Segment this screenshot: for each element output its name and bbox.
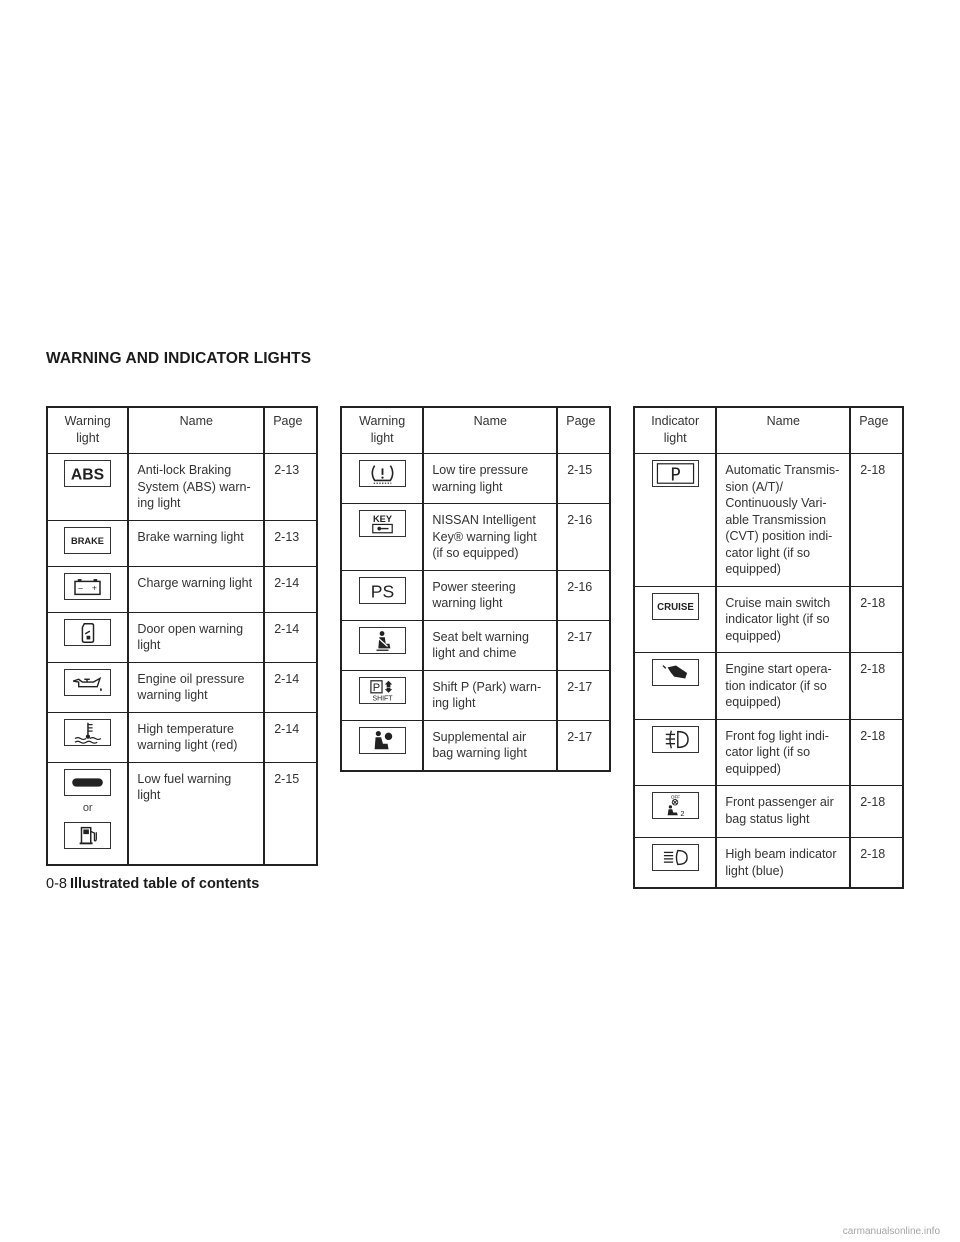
row-page: 2-18: [850, 653, 903, 720]
row-page: 2-14: [264, 662, 317, 712]
svg-text:KEY: KEY: [372, 514, 392, 525]
table-row: [341, 570, 610, 620]
table-row: [341, 620, 610, 670]
header-icon: Warning light: [341, 407, 423, 454]
table-row: [634, 838, 903, 889]
table-row: [341, 454, 610, 504]
row-name: High temperature warning light (red): [128, 712, 264, 762]
oil-can-icon: [64, 669, 111, 696]
svg-text:OFF: OFF: [670, 794, 680, 800]
row-page: 2-17: [557, 670, 610, 720]
row-name: Shift P (Park) warn-ing light: [423, 670, 557, 720]
header-icon: Warning light: [47, 407, 128, 454]
shift-park-icon: [359, 677, 406, 704]
table-row: [341, 670, 610, 720]
table-row: [634, 586, 903, 653]
row-name: Engine oil pressure warning light: [128, 662, 264, 712]
row-page: 2-17: [557, 620, 610, 670]
table-header-row: [47, 407, 317, 454]
warning-lights-table-1: [46, 406, 318, 866]
row-page: 2-14: [264, 566, 317, 612]
row-name: Front fog light indi-cator light (if so equipped): [716, 719, 850, 786]
row-name: NISSAN Intelligent Key® warning light (if so equipped): [423, 504, 557, 571]
row-name: High beam indicator light (blue): [716, 838, 850, 889]
table-row: [47, 612, 317, 662]
section-title: WARNING AND INDICATOR LIGHTS: [46, 350, 312, 367]
header-name: Name: [716, 407, 850, 454]
table-row: [634, 653, 903, 720]
table-row: [341, 720, 610, 771]
svg-text:P: P: [372, 681, 380, 694]
abs-icon: [64, 460, 111, 487]
table-row: [47, 762, 317, 865]
row-page: 2-18: [850, 838, 903, 889]
svg-text:2: 2: [680, 809, 685, 818]
header-page: Page: [850, 407, 903, 454]
table-row: [47, 520, 317, 566]
door-open-icon: [64, 619, 111, 646]
warning-lights-table-2: [340, 406, 611, 772]
brake-icon: [64, 527, 111, 554]
cruise-icon: [652, 593, 699, 620]
airbag-icon: [359, 727, 406, 754]
fuel-gauge-icon: [64, 822, 111, 849]
svg-text:ABS: ABS: [71, 466, 105, 484]
table-row: [634, 454, 903, 587]
table-row: [634, 786, 903, 838]
row-name: Low fuel warning light: [128, 762, 264, 865]
svg-text:CRUISE: CRUISE: [656, 601, 694, 613]
front-fog-icon: [652, 726, 699, 753]
row-page: 2-13: [264, 520, 317, 566]
row-name: Power steering warning light: [423, 570, 557, 620]
key-icon: [359, 510, 406, 537]
row-page: 2-15: [264, 762, 317, 865]
row-page: 2-18: [850, 454, 903, 587]
park-position-icon: [652, 460, 699, 487]
row-page: 2-16: [557, 570, 610, 620]
table-row: [47, 566, 317, 612]
table-row: [47, 662, 317, 712]
header-page: Page: [264, 407, 317, 454]
row-page: 2-14: [264, 612, 317, 662]
watermark: carmanualsonline.info: [842, 1226, 940, 1237]
svg-text:BRAKE: BRAKE: [71, 535, 105, 546]
row-page: 2-17: [557, 720, 610, 771]
row-page: 2-18: [850, 786, 903, 838]
row-page: 2-18: [850, 719, 903, 786]
row-name: Anti-lock Braking System (ABS) warn-ing light: [128, 454, 264, 521]
header-name: Name: [423, 407, 557, 454]
table-header-row: [341, 407, 610, 454]
row-name: Engine start opera-tion indicator (if so equipped): [716, 653, 850, 720]
row-name: Front passenger air bag status light: [716, 786, 850, 838]
row-page: 2-15: [557, 454, 610, 504]
row-name: Cruise main switch indicator light (if so equipped): [716, 586, 850, 653]
row-name: Brake warning light: [128, 520, 264, 566]
svg-text:SHIFT: SHIFT: [372, 695, 393, 703]
high-beam-icon: [652, 844, 699, 871]
header-name: Name: [128, 407, 264, 454]
indicator-lights-table: [633, 406, 904, 889]
row-page: 2-13: [264, 454, 317, 521]
row-page: 2-18: [850, 586, 903, 653]
row-page: 2-16: [557, 504, 610, 571]
svg-text:+: +: [92, 582, 98, 593]
or-label: or: [82, 801, 93, 814]
page-footer: [46, 876, 259, 892]
page-number: 0-8: [46, 876, 67, 892]
table-row: [47, 712, 317, 762]
row-name: Seat belt warning light and chime: [423, 620, 557, 670]
coolant-temperature-icon: [64, 719, 111, 746]
row-name: Automatic Transmis-sion (A/T)/ Continuously Vari-able Transmission (CVT) position indi-cator light (if so equipped): [716, 454, 850, 587]
row-name: Charge warning light: [128, 566, 264, 612]
power-steering-icon: [359, 577, 406, 604]
row-name: Supplemental air bag warning light: [423, 720, 557, 771]
table-row: [634, 719, 903, 786]
svg-text:PS: PS: [370, 580, 394, 601]
footer-title: Illustrated table of contents: [69, 876, 260, 892]
svg-text:–: –: [78, 582, 84, 593]
row-name: Low tire pressure warning light: [423, 454, 557, 504]
header-icon: Indicator light: [634, 407, 716, 454]
svg-text:P: P: [669, 465, 681, 486]
row-name: Door open warning light: [128, 612, 264, 662]
seat-belt-icon: [359, 627, 406, 654]
fuel-bar-icon: [64, 769, 111, 796]
tire-pressure-icon: [359, 460, 406, 487]
table-row: [341, 504, 610, 571]
battery-icon: [64, 573, 111, 600]
passenger-airbag-off-icon: [652, 792, 699, 819]
row-page: 2-14: [264, 712, 317, 762]
table-row: [47, 454, 317, 521]
table-header-row: [634, 407, 903, 454]
header-page: Page: [557, 407, 610, 454]
engine-start-icon: [652, 659, 699, 686]
